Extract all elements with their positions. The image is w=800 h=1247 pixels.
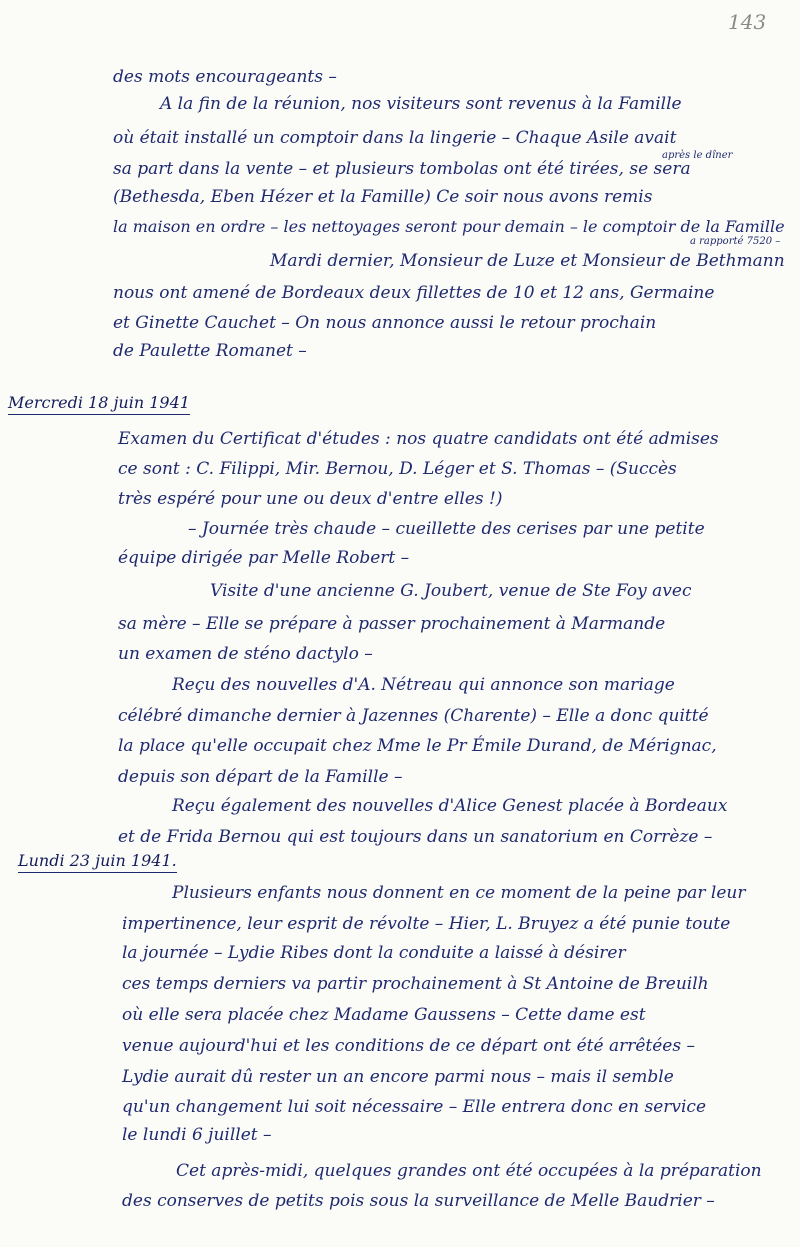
entry-date: Lundi 23 juin 1941.	[18, 851, 177, 873]
text-line: ce sont : C. Filippi, Mir. Bernou, D. Léger et S. Thomas – (Succès	[118, 459, 677, 479]
text-line: Mardi dernier, Monsieur de Luze et Monsieur de Bethmann	[270, 251, 785, 271]
text-line: la place qu'elle occupait chez Mme le Pr Émile Durand, de Mérignac,	[118, 736, 717, 756]
margin-note: a rapporté 7520 –	[690, 236, 781, 247]
text-line: le lundi 6 juillet –	[122, 1125, 272, 1145]
text-line: où elle sera placée chez Madame Gaussens – Cette dame est	[122, 1005, 646, 1025]
text-line: (Bethesda, Eben Hézer et la Famille) Ce soir nous avons remis	[113, 187, 653, 207]
text-line: Reçu également des nouvelles d'Alice Genest placée à Bordeaux	[172, 796, 728, 816]
text-line: très espéré pour une ou deux d'entre elles !)	[118, 489, 503, 509]
text-line: sa part dans la vente – et plusieurs tombolas ont été tirées, se sera	[113, 159, 691, 179]
text-line: équipe dirigée par Melle Robert –	[118, 548, 410, 568]
text-line: la maison en ordre – les nettoyages seront pour demain – le comptoir de la Famille	[113, 217, 785, 236]
margin-note: après le dîner	[662, 150, 733, 161]
text-line: A la fin de la réunion, nos visiteurs sont revenus à la Famille	[160, 94, 682, 114]
text-line: venue aujourd'hui et les conditions de ce départ ont été arrêtées –	[122, 1036, 695, 1056]
text-line: et de Frida Bernou qui est toujours dans un sanatorium en Corrèze –	[118, 827, 713, 847]
text-line: sa mère – Elle se prépare à passer prochainement à Marmande	[118, 614, 666, 634]
text-line: des conserves de petits pois sous la surveillance de Melle Baudrier –	[122, 1191, 715, 1211]
text-line: ces temps derniers va partir prochainement à St Antoine de Breuilh	[122, 974, 709, 994]
text-line: qu'un changement lui soit nécessaire – Elle entrera donc en service	[122, 1097, 707, 1117]
text-line: des mots encourageants –	[113, 67, 337, 87]
text-line: célébré dimanche dernier à Jazennes (Charente) – Elle a donc quitté	[118, 706, 709, 726]
text-line: Examen du Certificat d'études : nos quatre candidats ont été admises	[118, 429, 719, 449]
text-line: Reçu des nouvelles d'A. Nétreau qui annonce son mariage	[172, 675, 675, 695]
text-line: de Paulette Romanet –	[113, 341, 307, 361]
text-line: Visite d'une ancienne G. Joubert, venue de Ste Foy avec	[210, 581, 692, 601]
text-line: Cet après-midi, quelques grandes ont été occupées à la préparation	[176, 1161, 762, 1181]
entry-date: Mercredi 18 juin 1941	[8, 393, 190, 415]
text-line: la journée – Lydie Ribes dont la conduite a laissé à désirer	[122, 943, 626, 963]
text-line: – Journée très chaude – cueillette des cerises par une petite	[188, 519, 705, 539]
text-line: un examen de sténo dactylo –	[118, 644, 373, 664]
text-line: Lydie aurait dû rester un an encore parmi nous – mais il semble	[122, 1067, 674, 1087]
text-line: et Ginette Cauchet – On nous annonce aussi le retour prochain	[113, 313, 657, 333]
text-line: où était installé un comptoir dans la lingerie – Chaque Asile avait	[113, 128, 677, 148]
text-line: nous ont amené de Bordeaux deux fillettes de 10 et 12 ans, Germaine	[113, 283, 715, 303]
page-number: 143	[728, 10, 767, 34]
text-line: Plusieurs enfants nous donnent en ce moment de la peine par leur	[172, 883, 746, 903]
text-line: impertinence, leur esprit de révolte – Hier, L. Bruyez a été punie toute	[122, 914, 731, 934]
text-line: depuis son départ de la Famille –	[118, 767, 403, 787]
